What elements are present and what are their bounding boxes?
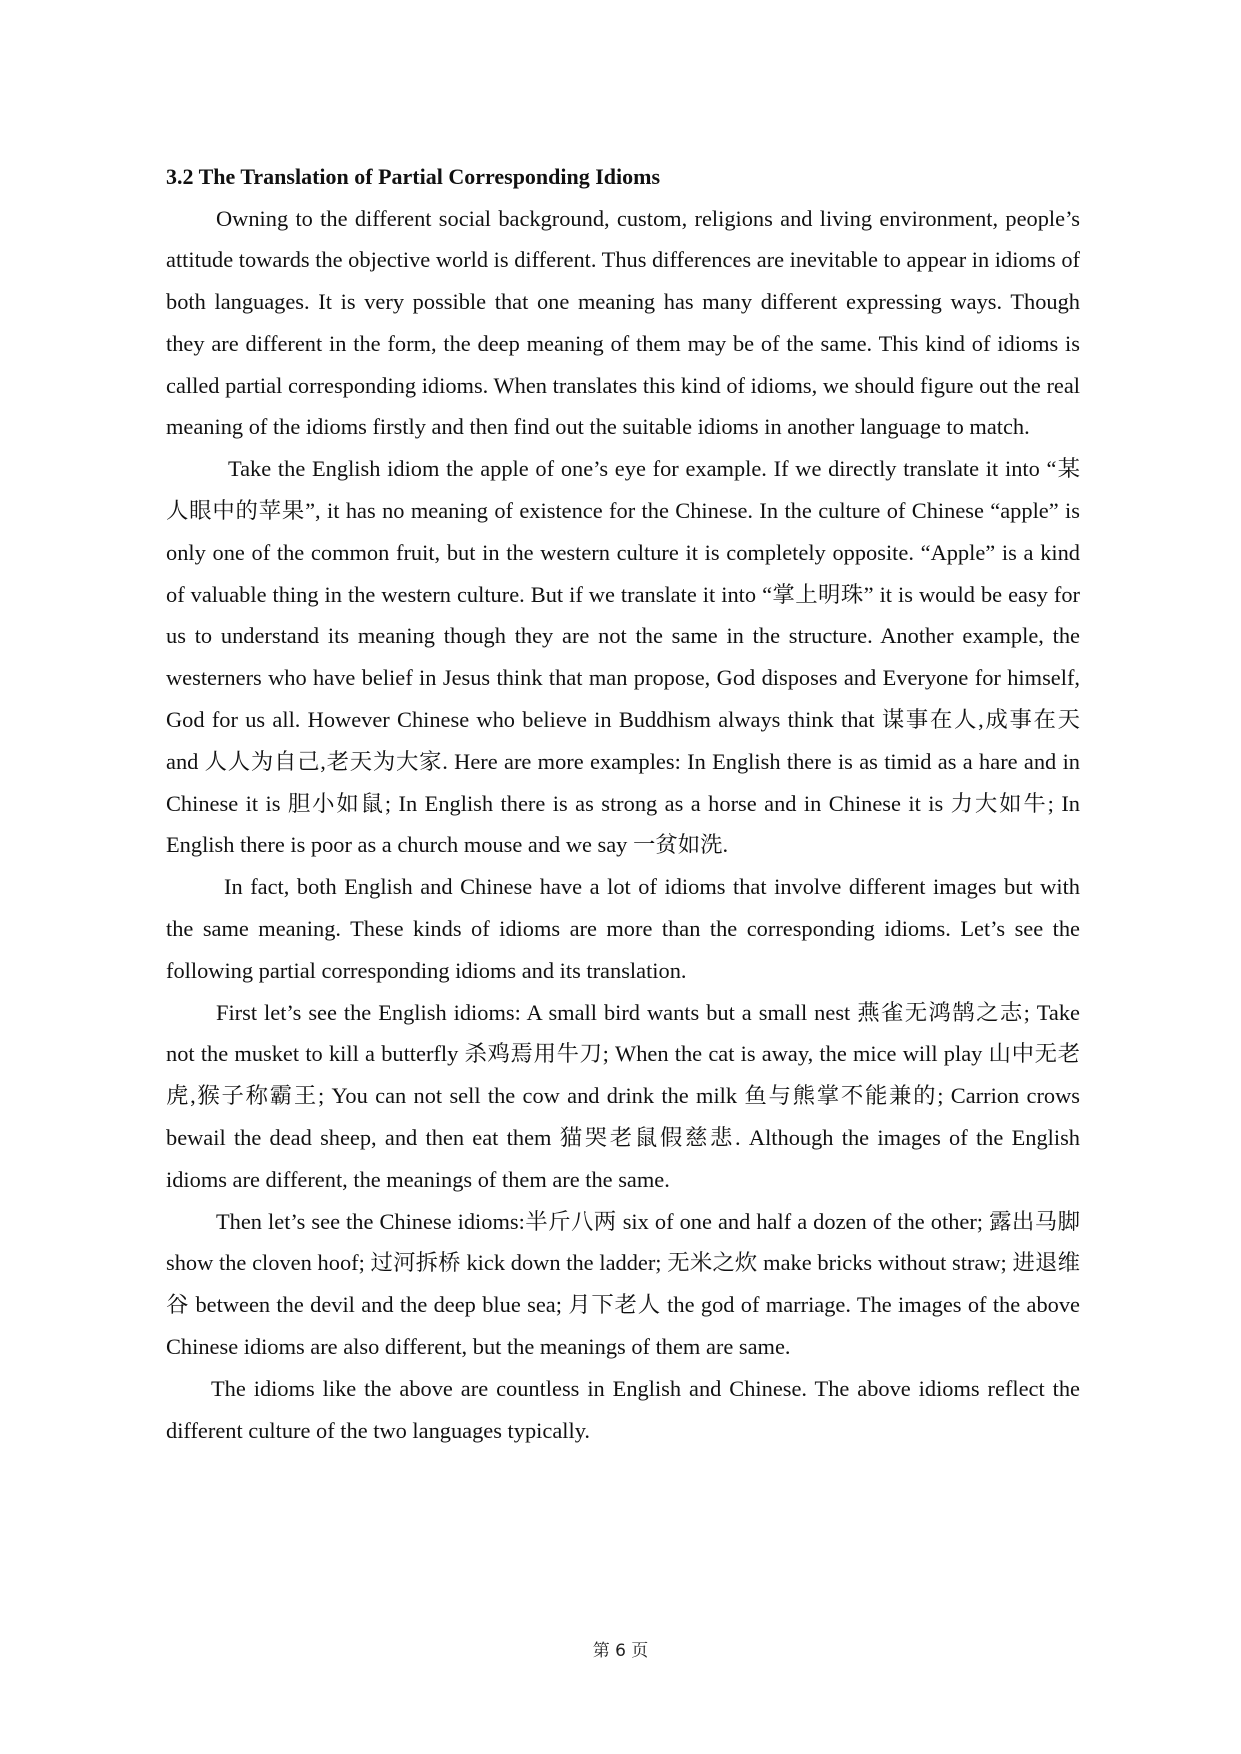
paragraph-4: First let’s see the English idioms: A small bird wants but a small nest 燕雀无鸿鹄之志; Take not the musket to kill a butterfly 杀鸡焉用牛刀; When the cat is away, the mice will play 山中无老虎,猴子称霸王; You can not sell the cow and drink the milk 鱼与熊掌不能兼的; Carrion crows bewail the dead sheep, and then eat them 猫哭老鼠假慈悲. Although the images of the English idioms are different, the meanings of them are the same.: [166, 999, 1080, 1192]
page-number: 第 6 页: [592, 1641, 649, 1661]
page-body: [166, 156, 1080, 1451]
paragraph-2: Take the English idiom the apple of one’s eye for example. If we directly translate it into “某人眼中的苹果”, it has no meaning of existence for the Chinese. In the culture of Chinese “apple” is only one of the common fruit, but in the western culture it is completely opposite. “Apple” is a kind of valuable thing in the western culture. But if we translate it into “掌上明珠” it is would be easy for us to understand its meaning though they are not the same in the structure. Another example, the westerners who have belief in Jesus think that man propose, God disposes and Everyone for himself, God for us all. However Chinese who believe in Buddhism always think that 谋事在人,成事在天 and 人人为自己,老天为大家. Here are more examples: In English there is as timid as a hare and in Chinese it is 胆小如鼠; In English there is as strong as a horse and in Chinese it is 力大如牛; In English there is poor as a church mouse and we say 一贫如洗.: [166, 456, 1080, 858]
paragraph-1: Owning to the different social background, custom, religions and living environment, people’s attitude towards the objective world is different. Thus differences are inevitable to appear in idioms of both languages. It is very possible that one meaning has many different expressing ways. Though they are different in the form, the deep meaning of them may be of the same. This kind of idioms is called partial corresponding idioms. When translates this kind of idioms, we should figure out the real meaning of the idioms firstly and then find out the suitable idioms in another language to match.: [166, 205, 1081, 440]
paragraph-5: Then let’s see the Chinese idioms:半斤八两 six of one and half a dozen of the other; 露出马脚 show the cloven hoof; 过河拆桥 kick down the ladder; 无米之炊 make bricks without straw; 进退维谷 between the devil and the deep blue sea; 月下老人 the god of marriage. The images of the above Chinese idioms are also different, but the meanings of them are same.: [166, 1208, 1080, 1360]
paragraph-3: In fact, both English and Chinese have a lot of idioms that involve different images but with the same meaning. These kinds of idioms are more than the corresponding idioms. Let’s see the following partial corresponding idioms and its translation.: [166, 874, 1080, 983]
section-heading: 3.2 The Translation of Partial Corresponding Idioms: [166, 164, 661, 189]
paragraph-6: The idioms like the above are countless in English and Chinese. The above idioms reflect the different culture of the two languages typically.: [166, 1375, 1080, 1443]
